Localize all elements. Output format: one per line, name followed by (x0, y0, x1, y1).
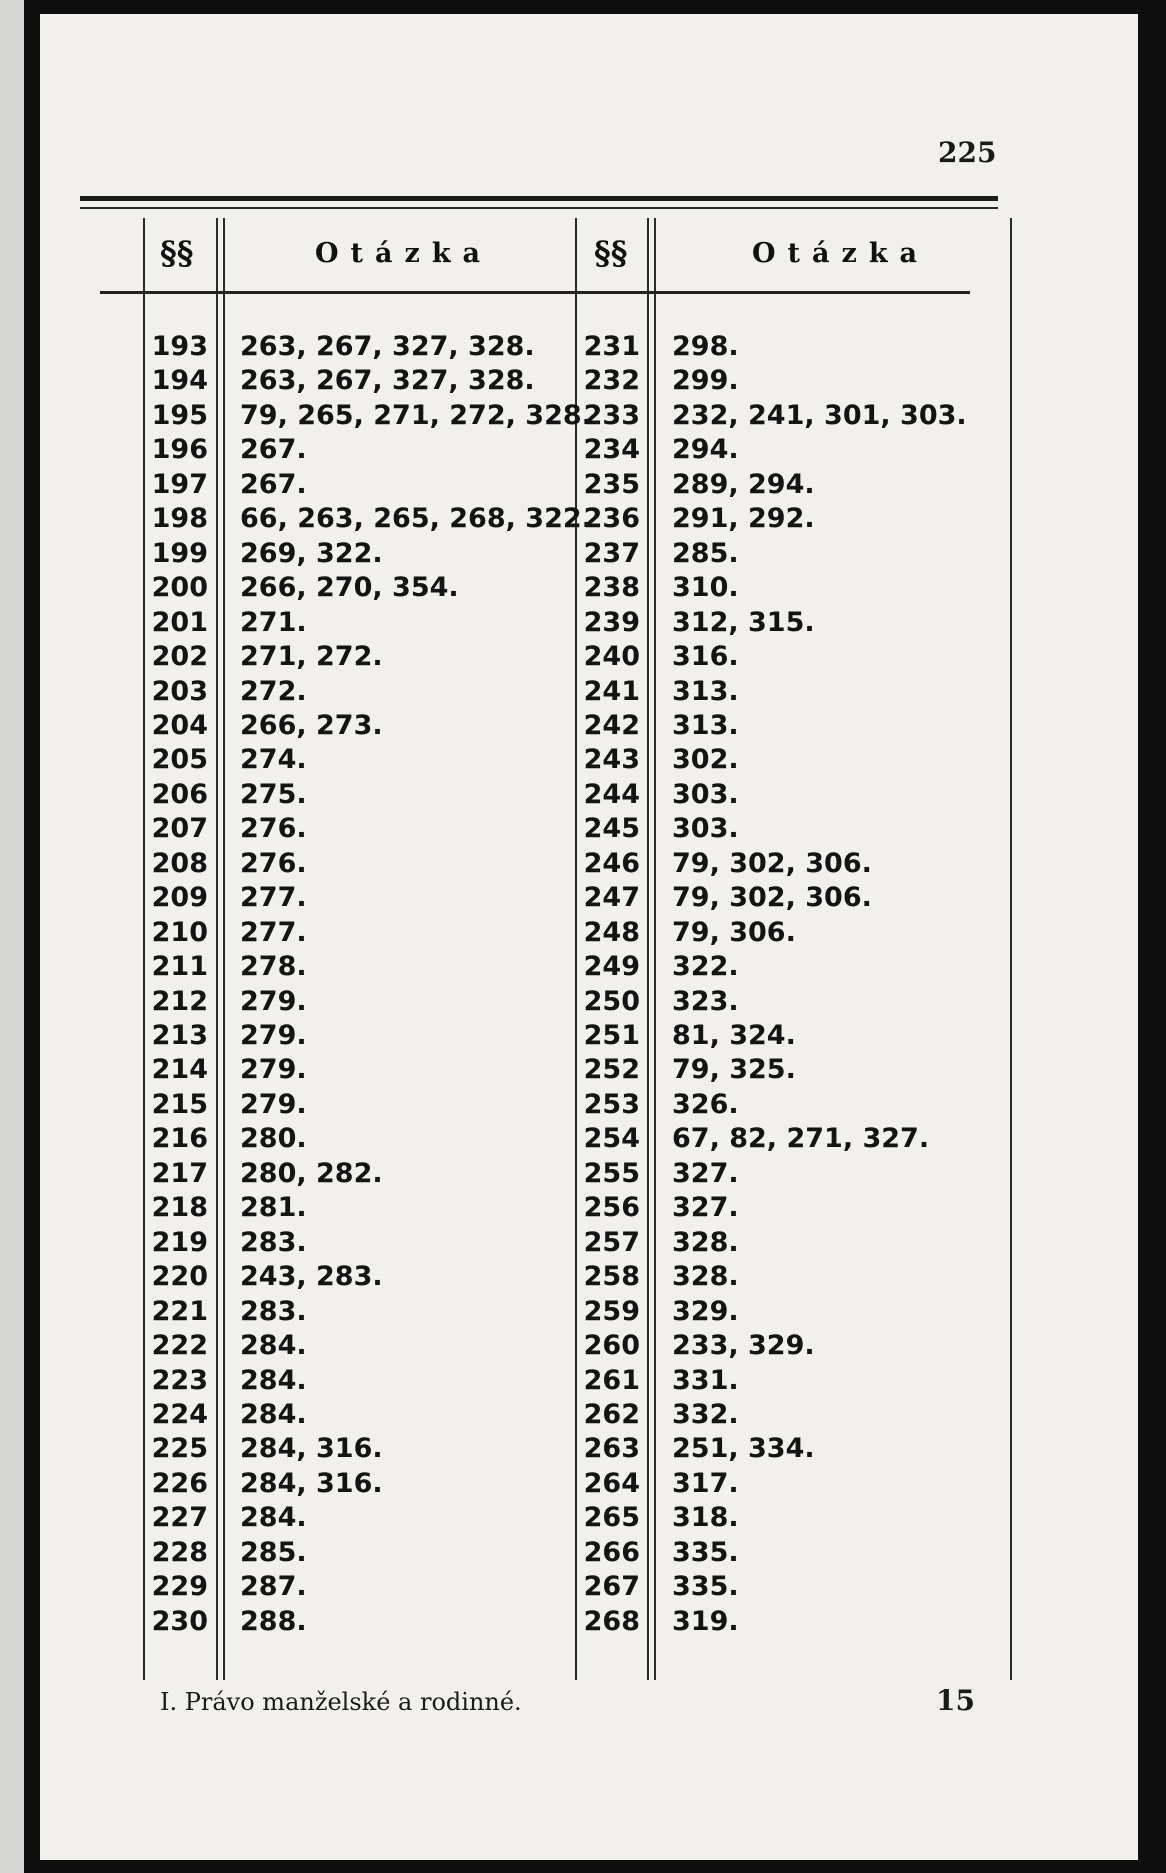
right-row-question-refs: 67, 82, 271, 327. (672, 1123, 930, 1154)
left-row-question-refs: 280, 282. (240, 1158, 383, 1189)
left-row-question-refs: 271. (240, 607, 307, 638)
header-question-left: Otázka (315, 238, 493, 269)
right-row-question-refs: 322. (672, 951, 739, 982)
right-row-section-number: 268 (583, 1606, 640, 1637)
right-row-section-number: 257 (583, 1227, 640, 1258)
column-divider-left-sections-inner (223, 218, 225, 1680)
right-row-section-number: 260 (583, 1330, 640, 1361)
left-row-question-refs: 277. (240, 917, 307, 948)
right-row-section-number: 243 (583, 744, 640, 775)
right-row-question-refs: 289, 294. (672, 469, 815, 500)
header-sections-right: §§ (594, 234, 628, 272)
right-row-question-refs: 79, 306. (672, 917, 796, 948)
right-row-section-number: 262 (583, 1399, 640, 1430)
left-row-question-refs: 284. (240, 1330, 307, 1361)
right-row-section-number: 265 (583, 1502, 640, 1533)
right-row-question-refs: 298. (672, 331, 739, 362)
right-row-question-refs: 303. (672, 779, 739, 810)
right-row-section-number: 261 (583, 1365, 640, 1396)
right-row-section-number: 241 (583, 676, 640, 707)
left-row-question-refs: 288. (240, 1606, 307, 1637)
right-row-section-number: 258 (583, 1261, 640, 1292)
left-row-section-number: 222 (151, 1330, 208, 1361)
left-row-section-number: 196 (151, 434, 208, 465)
left-row-section-number: 210 (151, 917, 208, 948)
left-row-section-number: 217 (151, 1158, 208, 1189)
right-row-question-refs: 327. (672, 1158, 739, 1189)
left-row-question-refs: 266, 270, 354. (240, 572, 459, 603)
right-row-question-refs: 310. (672, 572, 739, 603)
left-row-section-number: 197 (151, 469, 208, 500)
right-row-question-refs: 312, 315. (672, 607, 815, 638)
right-row-section-number: 236 (583, 503, 640, 534)
top-rule-thin (80, 207, 998, 209)
column-divider-right-sections (647, 218, 649, 1680)
left-row-question-refs: 279. (240, 1020, 307, 1051)
right-row-section-number: 244 (583, 779, 640, 810)
left-row-section-number: 214 (151, 1054, 208, 1085)
left-row-section-number: 218 (151, 1192, 208, 1223)
left-row-section-number: 230 (151, 1606, 208, 1637)
right-row-question-refs: 328. (672, 1261, 739, 1292)
left-row-question-refs: 263, 267, 327, 328. (240, 331, 535, 362)
right-row-section-number: 266 (583, 1537, 640, 1568)
right-row-question-refs: 232, 241, 301, 303. (672, 400, 967, 431)
header-question-right: Otázka (752, 238, 930, 269)
right-row-question-refs: 329. (672, 1296, 739, 1327)
table-border-right (1010, 218, 1012, 1680)
right-row-section-number: 256 (583, 1192, 640, 1223)
left-row-section-number: 199 (151, 538, 208, 569)
left-row-question-refs: 271, 272. (240, 641, 383, 672)
right-row-question-refs: 79, 302, 306. (672, 848, 872, 879)
right-row-section-number: 239 (583, 607, 640, 638)
right-row-question-refs: 291, 292. (672, 503, 815, 534)
right-row-section-number: 264 (583, 1468, 640, 1499)
left-row-question-refs: 276. (240, 813, 307, 844)
right-row-question-refs: 79, 302, 306. (672, 882, 872, 913)
header-rule (100, 291, 970, 294)
right-row-section-number: 259 (583, 1296, 640, 1327)
left-row-question-refs: 284, 316. (240, 1433, 383, 1464)
left-row-section-number: 221 (151, 1296, 208, 1327)
right-row-question-refs: 319. (672, 1606, 739, 1637)
right-row-section-number: 263 (583, 1433, 640, 1464)
left-row-question-refs: 284, 316. (240, 1468, 383, 1499)
left-row-question-refs: 284. (240, 1365, 307, 1396)
header-sections-left: §§ (160, 234, 194, 272)
left-row-section-number: 212 (151, 986, 208, 1017)
right-row-question-refs: 327. (672, 1192, 739, 1223)
right-row-section-number: 251 (583, 1020, 640, 1051)
left-row-question-refs: 281. (240, 1192, 307, 1223)
left-row-question-refs: 279. (240, 986, 307, 1017)
left-row-question-refs: 280. (240, 1123, 307, 1154)
right-row-section-number: 237 (583, 538, 640, 569)
right-row-section-number: 234 (583, 434, 640, 465)
left-row-section-number: 225 (151, 1433, 208, 1464)
right-row-section-number: 246 (583, 848, 640, 879)
left-row-section-number: 206 (151, 779, 208, 810)
right-row-question-refs: 285. (672, 538, 739, 569)
left-row-question-refs: 274. (240, 744, 307, 775)
left-row-section-number: 216 (151, 1123, 208, 1154)
right-row-question-refs: 331. (672, 1365, 739, 1396)
right-row-question-refs: 313. (672, 676, 739, 707)
right-row-section-number: 247 (583, 882, 640, 913)
right-row-question-refs: 302. (672, 744, 739, 775)
right-row-section-number: 250 (583, 986, 640, 1017)
sheet-signature: 15 (936, 1684, 975, 1717)
left-row-section-number: 226 (151, 1468, 208, 1499)
left-row-question-refs: 276. (240, 848, 307, 879)
left-row-section-number: 228 (151, 1537, 208, 1568)
left-row-section-number: 224 (151, 1399, 208, 1430)
left-row-section-number: 211 (151, 951, 208, 982)
left-row-section-number: 213 (151, 1020, 208, 1051)
left-row-question-refs: 278. (240, 951, 307, 982)
left-row-question-refs: 269, 322. (240, 538, 383, 569)
right-row-section-number: 240 (583, 641, 640, 672)
left-row-section-number: 203 (151, 676, 208, 707)
right-row-question-refs: 332. (672, 1399, 739, 1430)
left-row-section-number: 201 (151, 607, 208, 638)
left-row-question-refs: 266, 273. (240, 710, 383, 741)
left-row-section-number: 229 (151, 1571, 208, 1602)
left-row-question-refs: 284. (240, 1399, 307, 1430)
right-row-question-refs: 81, 324. (672, 1020, 796, 1051)
right-row-section-number: 254 (583, 1123, 640, 1154)
left-row-section-number: 207 (151, 813, 208, 844)
right-row-section-number: 253 (583, 1089, 640, 1120)
right-row-question-refs: 318. (672, 1502, 739, 1533)
right-row-section-number: 245 (583, 813, 640, 844)
left-row-section-number: 205 (151, 744, 208, 775)
left-row-section-number: 227 (151, 1502, 208, 1533)
right-row-section-number: 238 (583, 572, 640, 603)
left-row-section-number: 220 (151, 1261, 208, 1292)
left-row-question-refs: 267. (240, 434, 307, 465)
left-row-question-refs: 277. (240, 882, 307, 913)
left-row-question-refs: 66, 263, 265, 268, 322. (240, 503, 592, 534)
right-row-section-number: 255 (583, 1158, 640, 1189)
left-row-section-number: 223 (151, 1365, 208, 1396)
right-row-section-number: 235 (583, 469, 640, 500)
right-row-question-refs: 335. (672, 1571, 739, 1602)
right-row-question-refs: 316. (672, 641, 739, 672)
left-row-question-refs: 283. (240, 1227, 307, 1258)
right-row-section-number: 248 (583, 917, 640, 948)
right-row-question-refs: 299. (672, 365, 739, 396)
page-number: 225 (938, 136, 997, 169)
left-row-question-refs: 285. (240, 1537, 307, 1568)
left-row-question-refs: 243, 283. (240, 1261, 383, 1292)
left-row-section-number: 202 (151, 641, 208, 672)
left-row-section-number: 193 (151, 331, 208, 362)
right-row-question-refs: 294. (672, 434, 739, 465)
left-row-question-refs: 267. (240, 469, 307, 500)
right-row-question-refs: 233, 329. (672, 1330, 815, 1361)
right-row-section-number: 267 (583, 1571, 640, 1602)
left-row-question-refs: 275. (240, 779, 307, 810)
top-rule-thick (80, 196, 998, 201)
left-row-question-refs: 279. (240, 1089, 307, 1120)
left-row-section-number: 204 (151, 710, 208, 741)
left-row-section-number: 208 (151, 848, 208, 879)
right-row-question-refs: 323. (672, 986, 739, 1017)
left-row-section-number: 198 (151, 503, 208, 534)
left-row-question-refs: 283. (240, 1296, 307, 1327)
footer-title: I. Právo manželské a rodinné. (160, 1688, 522, 1716)
left-row-section-number: 219 (151, 1227, 208, 1258)
right-row-section-number: 249 (583, 951, 640, 982)
left-row-section-number: 195 (151, 400, 208, 431)
left-row-question-refs: 272. (240, 676, 307, 707)
column-divider-left-sections (216, 218, 218, 1680)
scan-left-edge (0, 0, 24, 1873)
right-row-question-refs: 326. (672, 1089, 739, 1120)
left-row-section-number: 200 (151, 572, 208, 603)
right-row-question-refs: 328. (672, 1227, 739, 1258)
right-row-question-refs: 335. (672, 1537, 739, 1568)
left-row-question-refs: 284. (240, 1502, 307, 1533)
left-row-question-refs: 263, 267, 327, 328. (240, 365, 535, 396)
right-row-section-number: 231 (583, 331, 640, 362)
right-row-question-refs: 303. (672, 813, 739, 844)
left-row-question-refs: 287. (240, 1571, 307, 1602)
left-row-section-number: 194 (151, 365, 208, 396)
right-row-question-refs: 251, 334. (672, 1433, 815, 1464)
left-row-section-number: 209 (151, 882, 208, 913)
column-divider-right-sections-inner (654, 218, 656, 1680)
right-row-section-number: 232 (583, 365, 640, 396)
left-row-section-number: 215 (151, 1089, 208, 1120)
left-row-question-refs: 279. (240, 1054, 307, 1085)
right-row-question-refs: 317. (672, 1468, 739, 1499)
right-row-section-number: 252 (583, 1054, 640, 1085)
right-row-section-number: 242 (583, 710, 640, 741)
right-row-question-refs: 313. (672, 710, 739, 741)
right-row-question-refs: 79, 325. (672, 1054, 796, 1085)
right-row-section-number: 233 (583, 400, 640, 431)
left-row-question-refs: 79, 265, 271, 272, 328. (240, 400, 592, 431)
